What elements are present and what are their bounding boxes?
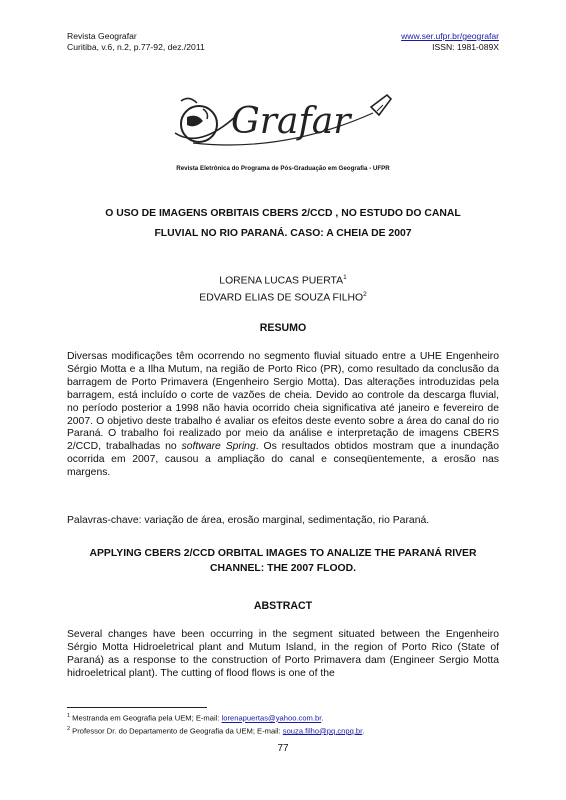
geografar-logo (173, 93, 395, 155)
author-2 (0, 288, 566, 305)
english-title (67, 546, 499, 576)
english-title-line-1: APPLYING CBERS 2/CCD ORBITAL IMAGES TO ANALIZE THE PARANÁ RIVER (89, 548, 477, 559)
software-name: software Spring (181, 441, 256, 453)
footnote-1: $^1$ Mestranda em Geografia pela UEM; E-mail: lorenapuertas@yahoo.com.br. (67, 713, 324, 723)
footnote-2: $^2$ Professor Dr. do Departamento de Geografia da UEM; E-mail: souza.filho@pq.cnpq.br. (67, 725, 365, 736)
logo-caption: Revista Eletrônica do Programa de Pós-Graduação em Geografia - UFPR (176, 165, 390, 172)
footnotes (67, 711, 364, 736)
logo-wordmark: Grafar (231, 101, 351, 142)
author-1 (0, 271, 566, 288)
email-link[interactable]: souza.filho@pq.cnpq.br (282, 726, 363, 736)
journal-header-right (401, 31, 499, 53)
abstract-heading: ABSTRACT (253, 600, 313, 612)
article-title-line-1: O USO DE IMAGENS ORBITAIS CBERS 2/CCD , NO ESTUDO DO CANAL (105, 208, 461, 219)
author-name: LORENA LUCAS PUERTA (219, 275, 344, 287)
footnote-marker: 2 (363, 291, 367, 299)
footnote-marker: 1 (343, 274, 347, 281)
page-number: 77 (277, 743, 289, 754)
journal-name: Revista Geografar (67, 31, 137, 41)
journal-header-left (67, 31, 205, 53)
english-title-line-2: CHANNEL: THE 2007 FLOOD. (209, 563, 357, 574)
article-title (67, 204, 499, 244)
journal-issue: Curitiba, v.6, n.2, p.77-92, dez./2011 (67, 42, 205, 52)
footnote-divider (67, 707, 207, 708)
resumo-body: Diversas modificações têm ocorrendo no segmento fluvial situado entre a UHE Engenheiro Sérgio Motta e a Ilha Mutum, na região de Porto Rico (PR), como resultado da conclusão da barragem de Porto Primavera (Engenheiro Sergio Motta). Das alterações introduzidas pela barragem, está incluído o corte de vazões de cheia. Devido ao controle da descarga fluvial, no período posterior a 1998 não havia ocorrido cheia significativa até janeiro e fevereiro de 2007. O objetivo deste trabalho é avaliar os efeitos deste evento sobre a área do canal do rio Paraná. O trabalho foi realizado por meio da análise e interpretação de imagens CBERS 2/CCD, trabalhadas no software Spring. Os resultados obtidos mostram que a inundação ocorrida em 2007, causou a ampliação do canal e conseqüentemente, a erosão nas margens. (67, 351, 499, 479)
journal-url-link[interactable]: www.ser.ufpr.br/geografar (401, 31, 499, 41)
email-link[interactable]: lorenapuertas@yahoo.com.br (221, 713, 322, 723)
author-name: EDVARD ELIAS DE SOUZA FILHO (199, 292, 364, 304)
journal-issn: ISSN: 1981-089X (432, 42, 499, 52)
keywords: Palavras-chave: variação de área, erosão marginal, sedimentação, rio Paraná. (67, 515, 430, 526)
article-title-line-2: FLUVIAL NO RIO PARANÁ. CASO: A CHEIA DE 2007 (154, 228, 412, 239)
resumo-heading: RESUMO (259, 322, 307, 334)
author-list (0, 271, 566, 306)
abstract-body: Several changes have been occurring in the segment situated between the Engenheiro Sérgio Motta Hidroeletrical plant and Mutum Island, in the region of Porto Rico (State of Paraná) as a response to the construction of Porto Primavera dam (Engineer Sergio Motta hidroeletrical plant). The cutting of flood flows is one of the (67, 629, 499, 679)
